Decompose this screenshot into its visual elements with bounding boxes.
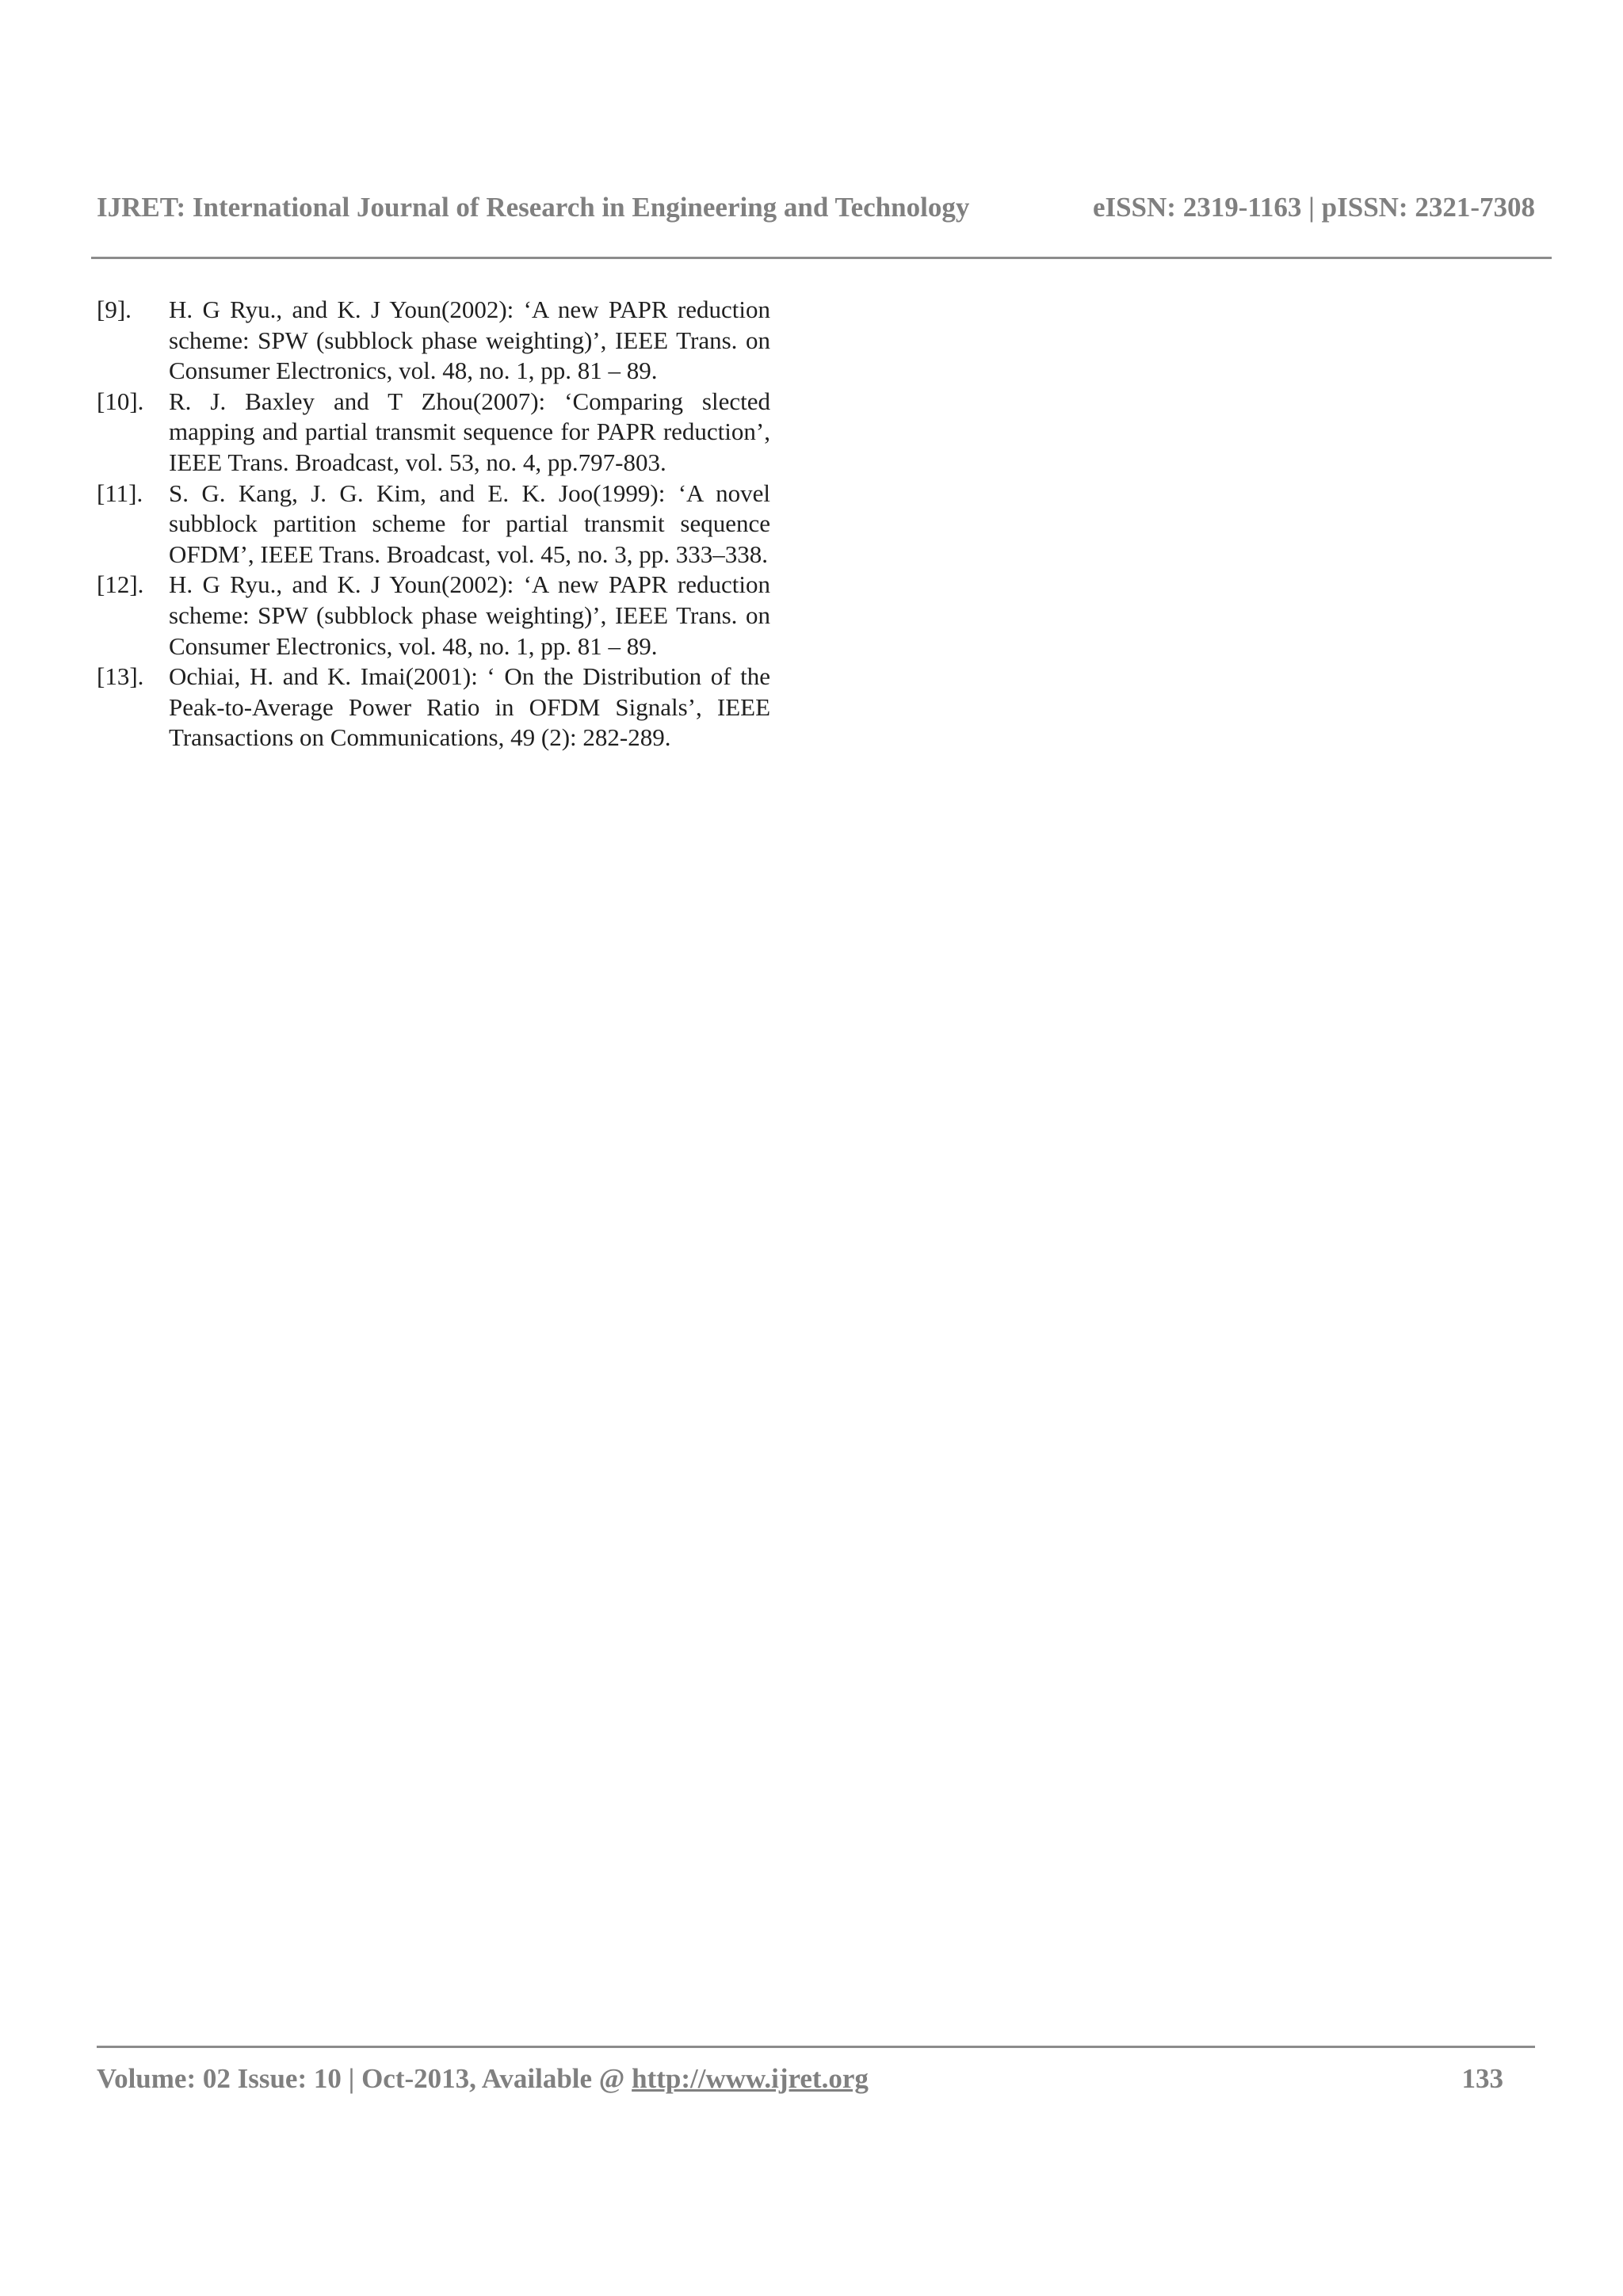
reference-number: [10]. xyxy=(97,387,144,415)
reference-item xyxy=(97,570,770,662)
footer-volume-info xyxy=(97,2063,869,2095)
footer-divider xyxy=(97,2046,1535,2048)
reference-number: [9]. xyxy=(97,296,132,323)
reference-item xyxy=(97,387,770,479)
reference-text: S. G. Kang, J. G. Kim, and E. K. Joo(1999): ‘A novel subblock partition scheme for partial transmit sequence OFDM’, IEEE Trans. Broadcast, vol. 45, no. 3, pp. 333–338. xyxy=(169,479,770,568)
reference-text: Ochiai, H. and K. Imai(2001): ‘ On the Distribution of the Peak-to-Average Power Ratio in OFDM Signals’, IEEE Transactions on Communications, 49 (2): 282-289. xyxy=(169,662,770,752)
reference-text: H. G Ryu., and K. J Youn(2002): ‘A new PAPR reduction scheme: SPW (subblock phase weighting)’, IEEE Trans. on Consumer Electronics, vol. 48, no. 1, pp. 81 – 89. xyxy=(169,570,770,660)
issn-info: eISSN: 2319-1163 | pISSN: 2321-7308 xyxy=(1092,192,1535,223)
running-footer xyxy=(97,2063,1503,2095)
journal-website-link[interactable]: http://www.ijret.org xyxy=(632,2063,869,2094)
reference-text: R. J. Baxley and T Zhou(2007): ‘Comparing slected mapping and partial transmit sequence for PAPR reduction’, IEEE Trans. Broadcast, vol. 53, no. 4, pp.797-803. xyxy=(169,387,770,476)
reference-number: [13]. xyxy=(97,662,144,691)
reference-item xyxy=(97,479,770,570)
reference-text: H. G Ryu., and K. J Youn(2002): ‘A new PAPR reduction scheme: SPW (subblock phase weighting)’, IEEE Trans. on Consumer Electronics, vol. 48, no. 1, pp. 81 – 89. xyxy=(169,296,770,385)
reference-list xyxy=(97,295,770,753)
reference-item xyxy=(97,295,770,387)
running-header xyxy=(97,192,1535,223)
reference-item xyxy=(97,662,770,753)
reference-number: [11]. xyxy=(97,479,143,507)
journal-title: IJRET: International Journal of Research in Engineering and Technology xyxy=(97,192,970,223)
reference-number: [12]. xyxy=(97,570,144,599)
page-number: 133 xyxy=(1461,2063,1503,2094)
footer-volume-text: Volume: 02 Issue: 10 | Oct-2013, Available @ xyxy=(97,2063,632,2094)
header-divider xyxy=(91,257,1552,259)
